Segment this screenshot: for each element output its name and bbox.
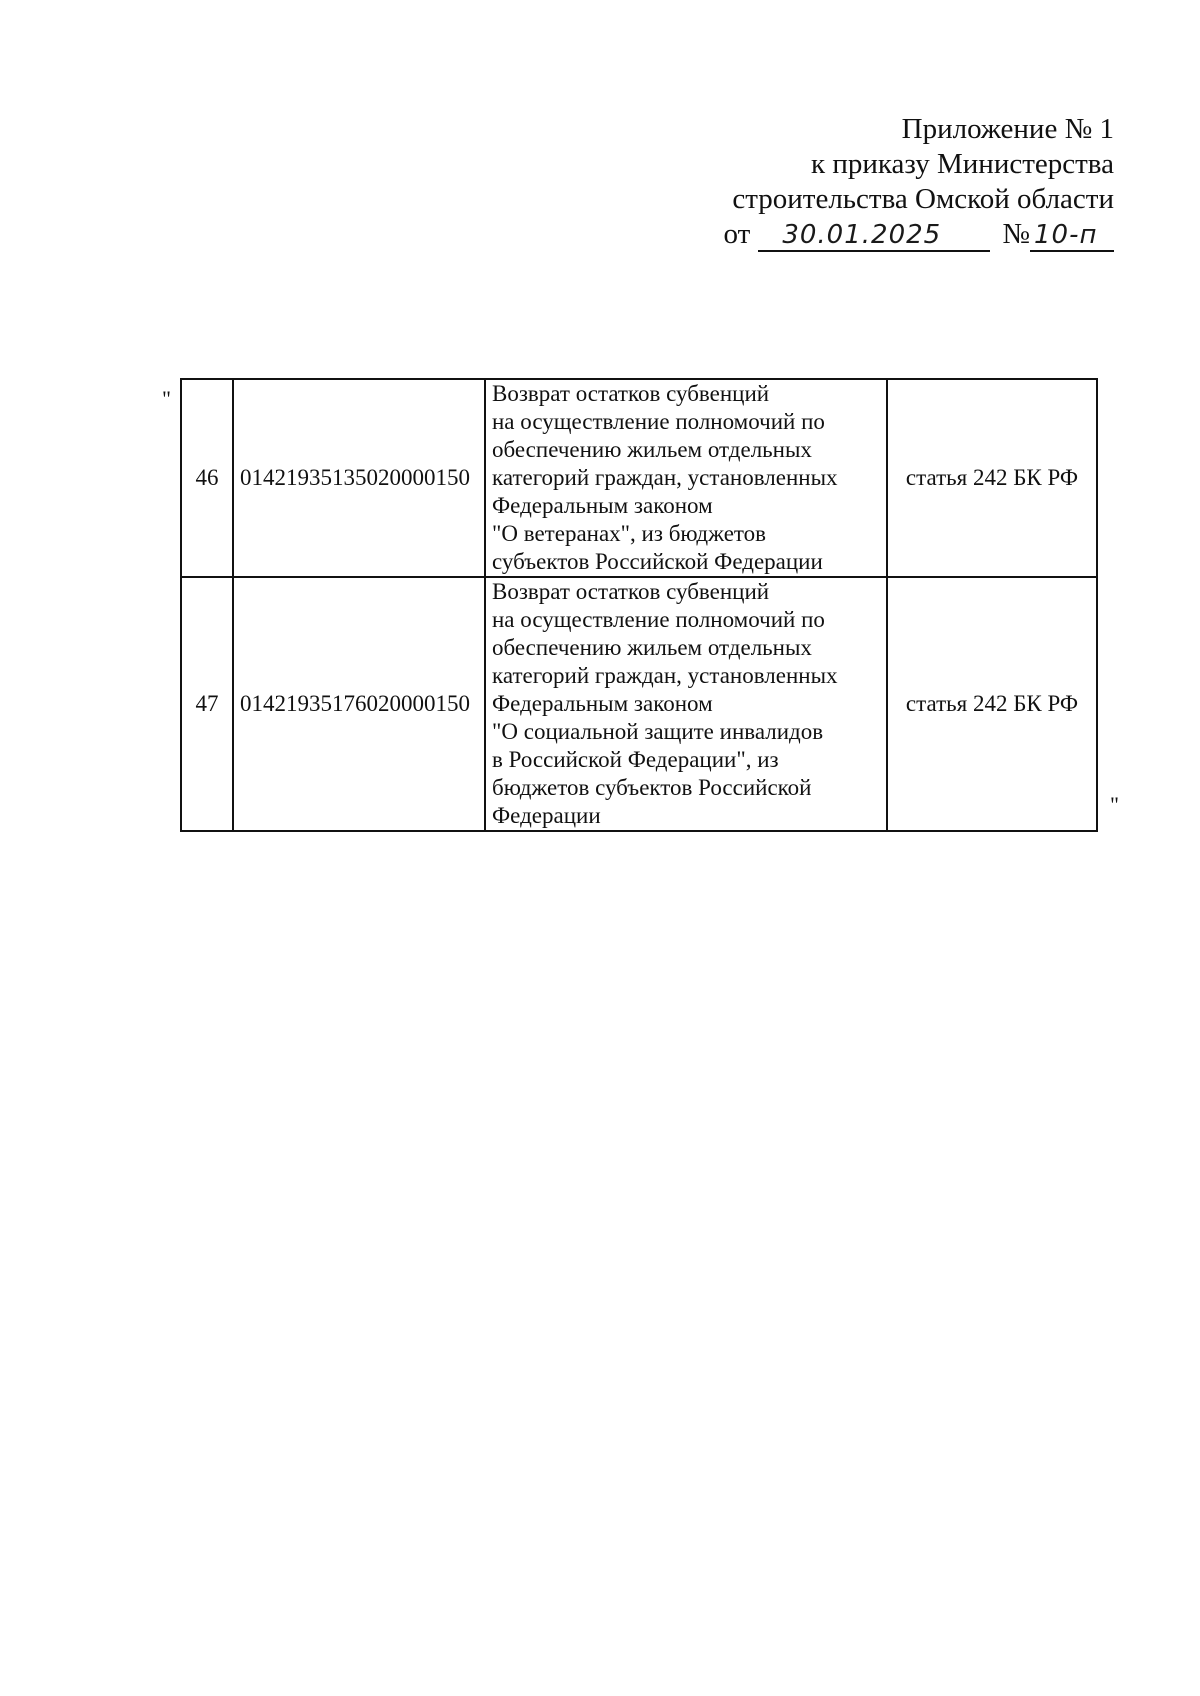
- description-line: категорий граждан, установленных: [492, 663, 838, 688]
- description-line: на осуществление полномочий по: [492, 607, 825, 632]
- order-reference: к приказу Министерства: [811, 148, 1114, 180]
- appendix-title: Приложение № 1: [901, 113, 1114, 145]
- row-number: 47: [181, 577, 233, 831]
- row-number: 46: [181, 379, 233, 577]
- ministry-name: строительства Омской области: [732, 183, 1114, 215]
- description-line: Федеральным законом: [492, 691, 713, 716]
- description-cell: [485, 379, 887, 577]
- handwritten-date: 30.01.2025: [782, 220, 942, 250]
- description-line: в Российской Федерации", из: [492, 747, 779, 772]
- budget-code: 01421935176020000150: [233, 577, 485, 831]
- handwritten-number: 10-п: [1034, 220, 1098, 250]
- legal-reference: статья 242 БК РФ: [887, 379, 1097, 577]
- description-line: категорий граждан, установленных: [492, 465, 838, 490]
- legal-reference: статья 242 БК РФ: [887, 577, 1097, 831]
- description-cell: [485, 577, 887, 831]
- description-line: обеспечению жильем отдельных: [492, 437, 812, 462]
- table-row: [181, 577, 1097, 831]
- appendix-header: [724, 112, 1114, 252]
- date-number-line: [724, 217, 1114, 252]
- description-line: обеспечению жильем отдельных: [492, 635, 812, 660]
- description-line: Возврат остатков субвенций: [492, 579, 770, 604]
- description-line: Федеральным законом: [492, 493, 713, 518]
- description-line: Федерации: [492, 803, 601, 828]
- description-line: субъектов Российской Федерации: [492, 549, 823, 574]
- closing-quote: ": [1110, 792, 1119, 817]
- number-prefix: №: [1002, 218, 1030, 250]
- description-line: Возврат остатков субвенций: [492, 381, 770, 406]
- date-field: [758, 218, 990, 252]
- description-line: "О ветеранах", из бюджетов: [492, 521, 767, 546]
- opening-quote: ": [162, 386, 171, 411]
- budget-code: 01421935135020000150: [233, 379, 485, 577]
- description-line: на осуществление полномочий по: [492, 409, 825, 434]
- budget-codes-table: [180, 378, 1098, 832]
- table-row: [181, 379, 1097, 577]
- number-field: [1030, 218, 1114, 252]
- date-prefix: от: [723, 218, 751, 250]
- description-line: "О социальной защите инвалидов: [492, 719, 824, 744]
- description-line: бюджетов субъектов Российской: [492, 775, 812, 800]
